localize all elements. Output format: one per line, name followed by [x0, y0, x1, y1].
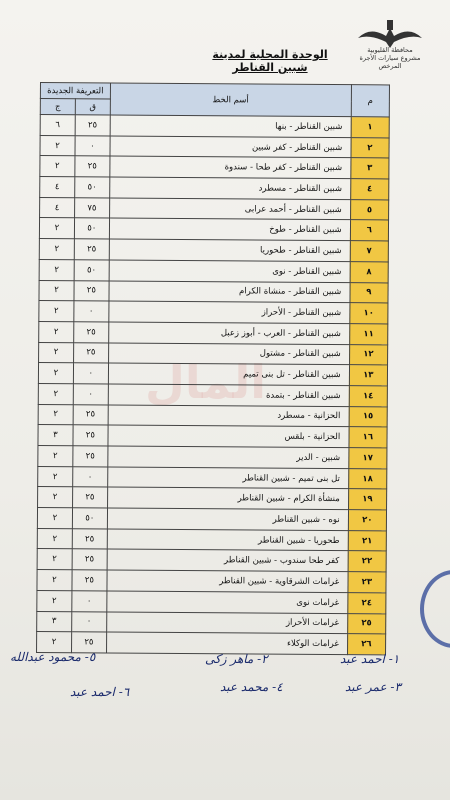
- cell-number: ٨: [350, 261, 388, 282]
- cell-j: ٢: [39, 259, 74, 280]
- cell-j: ٢: [39, 321, 74, 342]
- cell-j: ٢: [37, 570, 72, 591]
- table-row: [39, 218, 388, 241]
- table-row: [38, 363, 387, 386]
- cell-j: ٢: [38, 466, 73, 487]
- cell-q: ٧٥: [74, 197, 109, 218]
- cell-line-name: نوه - شبين القناطر: [107, 508, 348, 530]
- cell-line-name: منشأة الكرام - شبين القناطر: [107, 487, 348, 509]
- cell-line-name: شبين القناطر - أحمد عرابى: [109, 198, 350, 220]
- cell-q: ٢٥: [74, 322, 109, 343]
- table-row: [37, 570, 386, 593]
- cell-j: ٢: [40, 135, 75, 156]
- logo-subtitle: مشروع سيارات الأجرة المرخص: [359, 54, 421, 70]
- table-row: [39, 301, 388, 324]
- table-row: [40, 156, 389, 179]
- signature-4: ٦- احمد عبد: [70, 685, 130, 699]
- cell-number: ٢٥: [347, 613, 385, 634]
- signature-3: ١- احمد عبد: [340, 652, 400, 666]
- table-row: [40, 197, 389, 220]
- cell-j: ٢: [39, 239, 74, 260]
- cell-q: ٢٥: [73, 404, 108, 425]
- cell-line-name: غرامات نوى: [107, 591, 348, 613]
- cell-j: ٤: [40, 197, 75, 218]
- cell-j: ٢: [37, 632, 72, 653]
- table-row: [38, 466, 387, 489]
- cell-j: ٢: [38, 404, 73, 425]
- cell-q: ٢٥: [72, 570, 107, 591]
- cell-j: ٣: [38, 425, 73, 446]
- cell-j: ٤: [40, 177, 75, 198]
- cell-j: ٢: [39, 342, 74, 363]
- table-row: [37, 611, 386, 634]
- cell-line-name: شبين القناطر - الأحراز: [109, 301, 350, 323]
- col-j-header: ج: [40, 99, 75, 115]
- cell-number: ٢٦: [347, 634, 385, 655]
- col-name-header: أسم الخط: [110, 83, 351, 117]
- cell-q: ٢٥: [73, 342, 108, 363]
- cell-q: ٢٥: [75, 115, 110, 136]
- cell-number: ١٤: [349, 386, 387, 407]
- cell-line-name: غرامات الأحراز: [106, 611, 347, 633]
- table-row: [37, 549, 386, 572]
- cell-number: ١: [351, 117, 389, 138]
- cell-line-name: تل بنى تميم - شبين القناطر: [107, 467, 348, 489]
- table-row: [39, 342, 388, 365]
- cell-j: ٢: [37, 549, 72, 570]
- cell-q: ٢٥: [75, 156, 110, 177]
- cell-number: ١٢: [349, 344, 387, 365]
- cell-number: ١٣: [349, 365, 387, 386]
- table-row: [38, 383, 387, 406]
- cell-number: ١٦: [349, 427, 387, 448]
- cell-number: ١٩: [348, 489, 386, 510]
- cell-line-name: شبين القناطر - مسطرد: [109, 177, 350, 199]
- signature-5: ٤- محمد عبد: [220, 680, 283, 694]
- table-row: [38, 445, 387, 468]
- cell-q: ٠: [75, 135, 110, 156]
- cell-q: ٢٥: [72, 528, 107, 549]
- cell-number: ٤: [350, 179, 388, 200]
- cell-j: ٢: [37, 590, 72, 611]
- cell-j: ٢: [40, 156, 75, 177]
- col-num-header: م: [351, 85, 390, 117]
- cell-q: ٠: [73, 384, 108, 405]
- cell-line-name: شبين القناطر - منشاة الكرام: [109, 280, 350, 302]
- cell-j: ٢: [38, 383, 73, 404]
- cell-q: ٥٠: [74, 218, 109, 239]
- cell-q: ٥٠: [74, 260, 109, 281]
- cell-q: ٢٥: [73, 425, 108, 446]
- table-row: [40, 177, 389, 200]
- cell-j: ٦: [40, 115, 75, 136]
- cell-j: ٢: [37, 528, 72, 549]
- cell-j: ٢: [38, 363, 73, 384]
- cell-q: ٢٥: [73, 446, 108, 467]
- cell-number: ٩: [350, 282, 388, 303]
- col-q-header: ق: [75, 99, 110, 115]
- table-row: [38, 425, 387, 448]
- cell-number: ٢٤: [348, 592, 386, 613]
- cell-number: ٢٣: [348, 572, 386, 593]
- cell-line-name: شبين القناطر - كفر شبين: [110, 136, 351, 158]
- cell-number: ٢٢: [348, 551, 386, 572]
- cell-line-name: شبين القناطر - كفر طحا - سندوة: [110, 156, 351, 178]
- table-row: [39, 280, 388, 303]
- cell-line-name: شبين القناطر - تل بنى تميم: [108, 363, 349, 385]
- table-row: [39, 239, 388, 262]
- cell-line-name: كفر طحا سندوب - شبين القناطر: [107, 549, 348, 571]
- cell-line-name: الحزانية - مسطرد: [108, 405, 349, 427]
- cell-q: ٠: [74, 301, 109, 322]
- cell-number: ١٧: [349, 448, 387, 469]
- cell-j: ٢: [39, 301, 74, 322]
- cell-q: ٠: [73, 466, 108, 487]
- cell-q: ٢٥: [72, 487, 107, 508]
- cell-line-name: غرامات الوكلاء: [106, 632, 347, 654]
- page-title: الوحدة المحلية لمدينة شبين القناطر: [212, 48, 328, 74]
- cell-q: ٠: [73, 363, 108, 384]
- cell-j: ٢: [39, 280, 74, 301]
- table-row: [37, 508, 386, 531]
- cell-line-name: شبين القناطر - العرب - أبوز زعبل: [108, 322, 349, 344]
- table-row: [38, 487, 387, 510]
- table-row: [40, 135, 389, 158]
- logo-caption: [350, 46, 430, 70]
- cell-q: ٢٥: [72, 549, 107, 570]
- cell-q: ٠: [72, 611, 107, 632]
- cell-number: ٣: [351, 158, 389, 179]
- cell-q: ٢٥: [74, 239, 109, 260]
- cell-number: ١١: [349, 324, 387, 345]
- cell-j: ٢: [38, 445, 73, 466]
- official-stamp: [420, 570, 450, 648]
- cell-j: ٢: [39, 218, 74, 239]
- cell-number: ٦: [350, 220, 388, 241]
- cell-line-name: شبين القناطر - بتمدة: [108, 384, 349, 406]
- cell-j: ٢: [37, 508, 72, 529]
- cell-q: ٥٠: [75, 177, 110, 198]
- cell-line-name: غرامات الشرقاوية - شبين القناطر: [107, 570, 348, 592]
- col-tariff-header: التعريفة الجديدة: [40, 83, 110, 99]
- cell-number: ٥: [350, 199, 388, 220]
- signature-1: ٥- محمود عبدالله: [10, 650, 96, 664]
- signature-2: ٢- ماهر زكى: [205, 652, 268, 666]
- table-row: [37, 528, 386, 551]
- cell-line-name: شبين القناطر - طوخ: [109, 218, 350, 240]
- table-row: [39, 259, 388, 282]
- cell-q: ٥٠: [72, 508, 107, 529]
- cell-line-name: طحوريا - شبين القناطر: [107, 529, 348, 551]
- cell-j: ٣: [37, 611, 72, 632]
- cell-number: ١٠: [350, 303, 388, 324]
- cell-line-name: شبين القناطر - مشتول: [108, 343, 349, 365]
- cell-line-name: شبين القناطر - بنها: [110, 115, 351, 137]
- cell-number: ٢: [351, 137, 389, 158]
- cell-number: ٢١: [348, 530, 386, 551]
- cell-q: ٢٥: [74, 280, 109, 301]
- table-row: [38, 404, 387, 427]
- cell-number: ١٨: [348, 468, 386, 489]
- table-row: [40, 115, 389, 138]
- table-row: [37, 590, 386, 613]
- cell-line-name: شبين القناطر - طحوريا: [109, 239, 350, 261]
- cell-q: ٢٥: [71, 632, 106, 653]
- signature-6: ٣- عمر عبد: [345, 680, 401, 694]
- logo-name: محافظة القليوبية: [367, 46, 413, 54]
- cell-number: ٢٠: [348, 510, 386, 531]
- cell-line-name: شبين - الدير: [108, 446, 349, 468]
- cell-q: ٠: [72, 591, 107, 612]
- watermark: المال: [145, 355, 267, 409]
- table-row: [39, 321, 388, 344]
- cell-number: ١٥: [349, 406, 387, 427]
- cell-number: ٧: [350, 241, 388, 262]
- cell-line-name: شبين القناطر - نوى: [109, 260, 350, 282]
- cell-line-name: الحزانية - بلقس: [108, 425, 349, 447]
- cell-j: ٢: [38, 487, 73, 508]
- tariff-table: [36, 82, 390, 655]
